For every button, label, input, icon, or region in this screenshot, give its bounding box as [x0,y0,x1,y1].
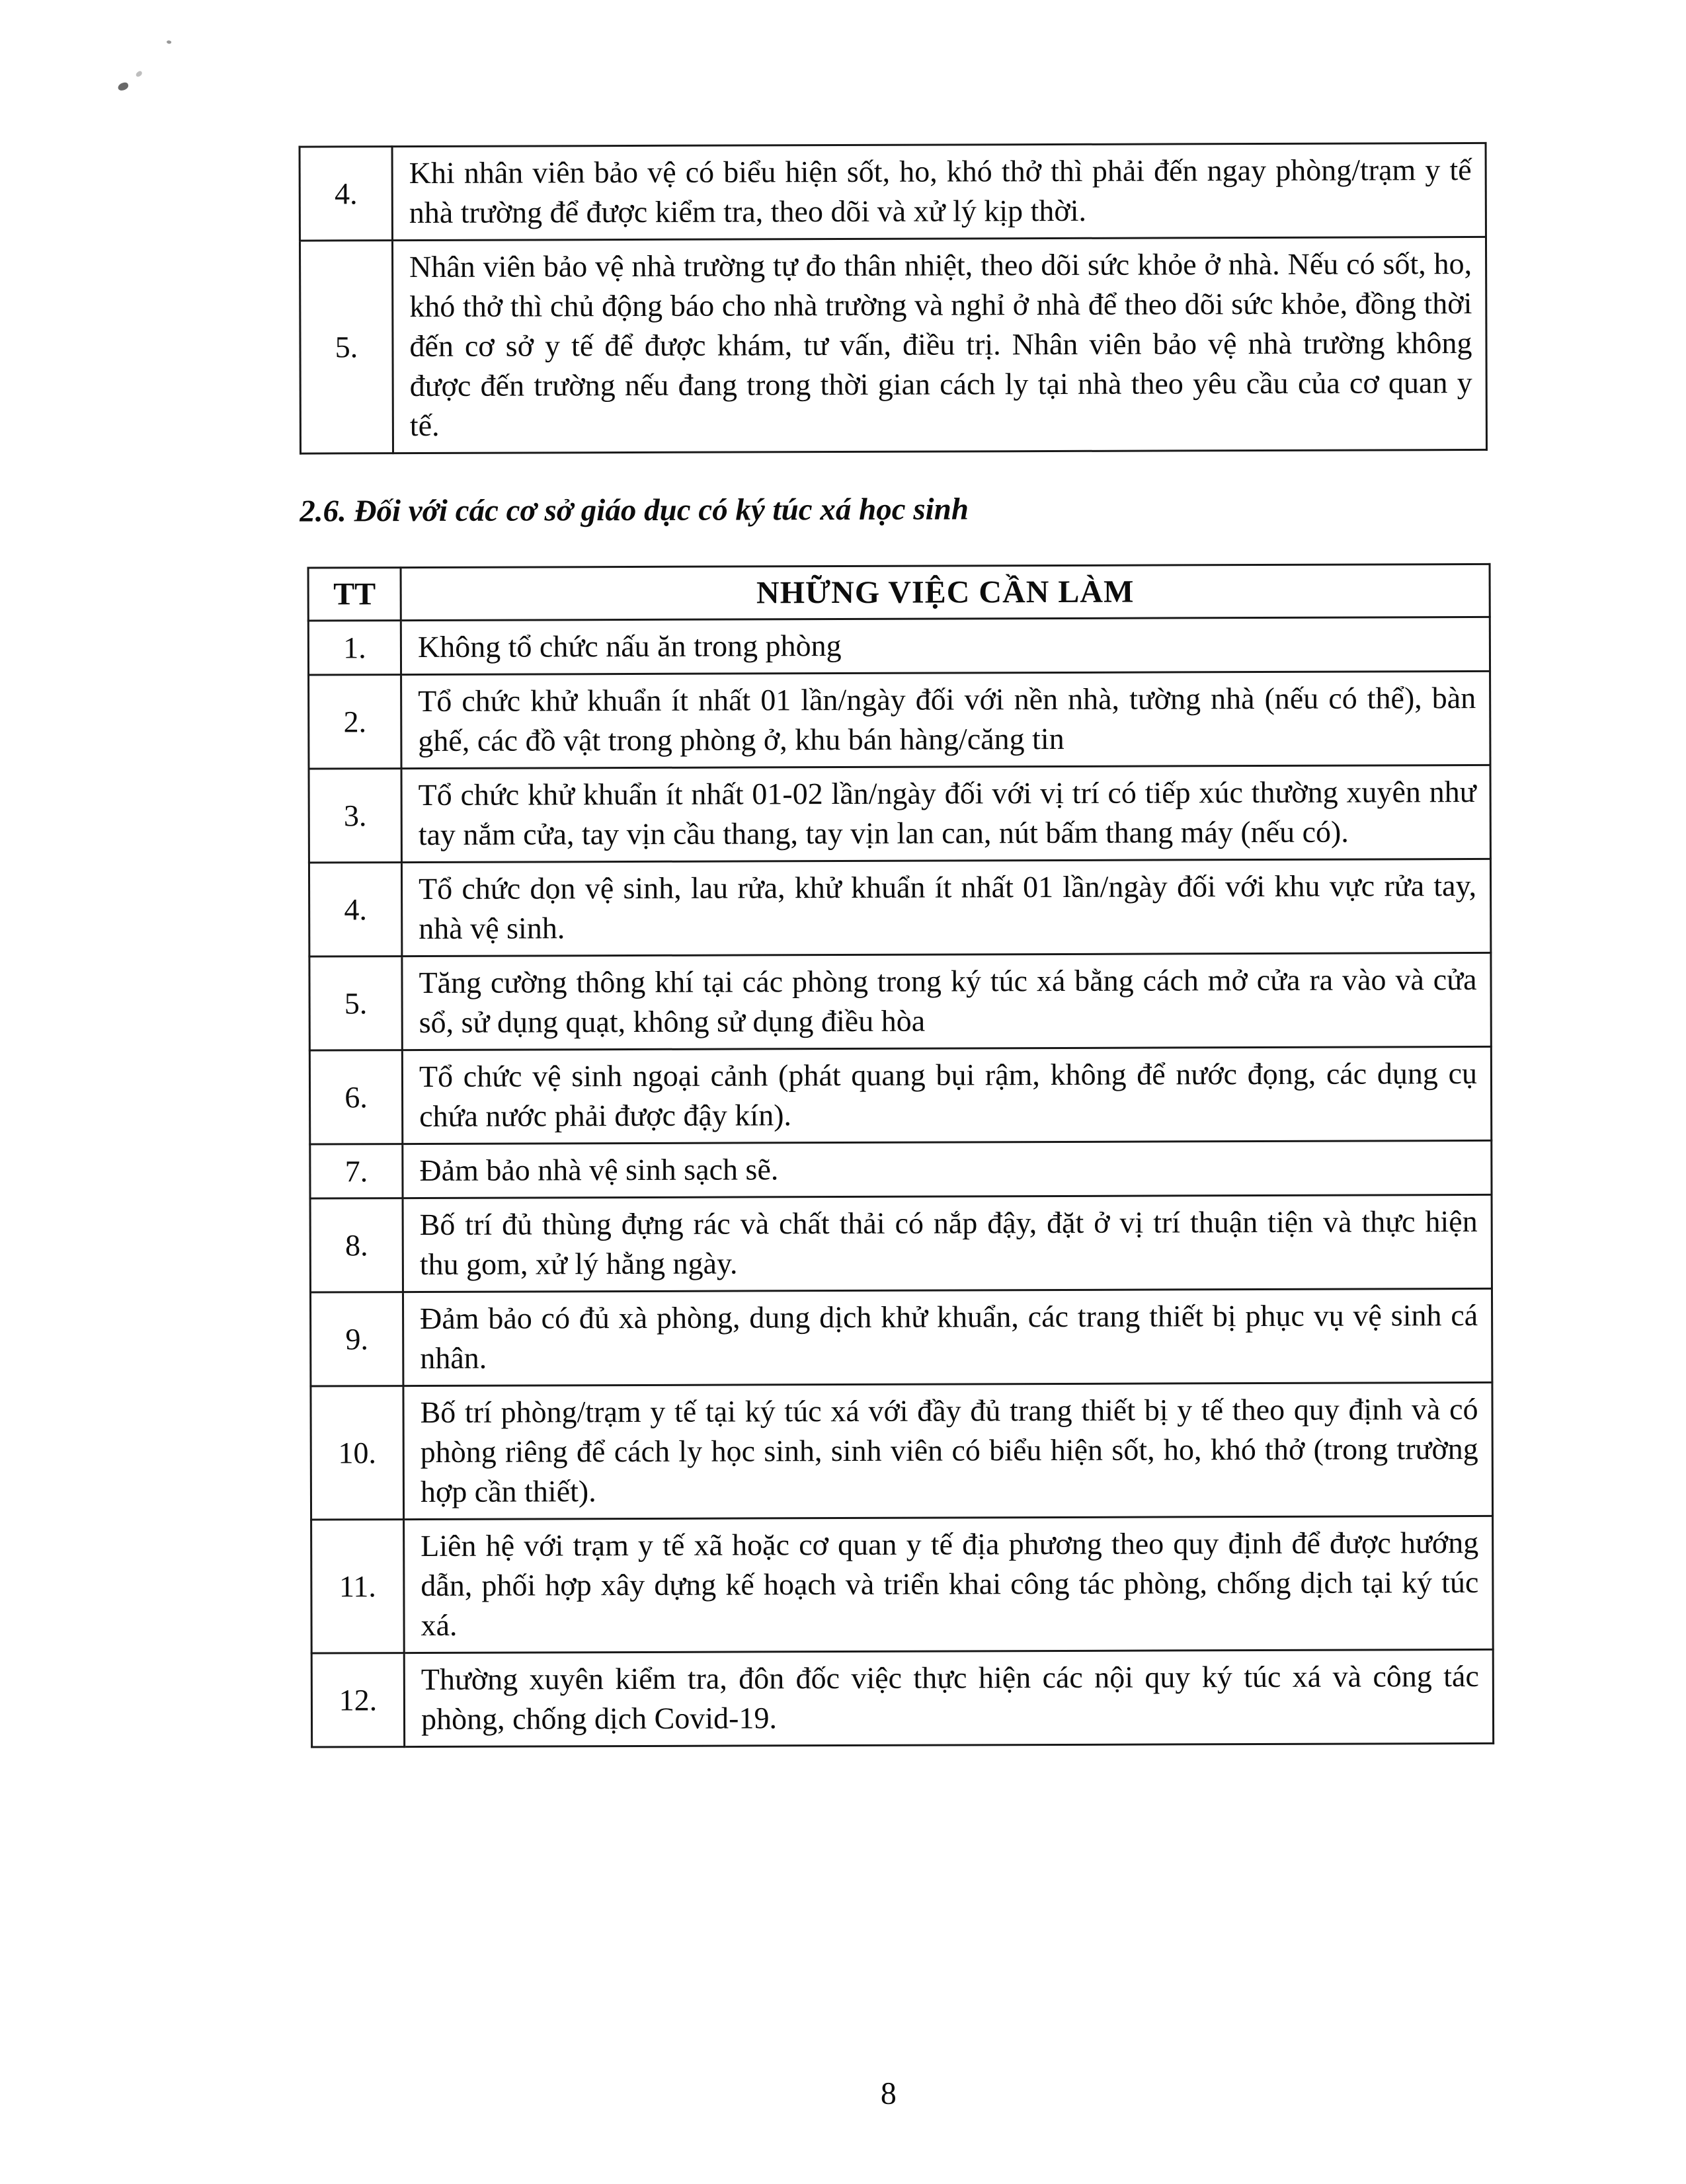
row-number: 4. [309,863,401,956]
header-row [308,564,1490,621]
table-row [309,765,1490,863]
security-guard-measures-table [299,142,1488,455]
table-row [300,143,1486,241]
table-row [309,953,1491,1050]
row-task-text: Tổ chức khử khuẩn ít nhất 01-02 lần/ngày đối với vị trí có tiếp xúc thường xuyên như tay nắm cửa, tay vịn cầu thang, tay vịn lan can, nút bấm thang máy (nếu có). [401,765,1490,862]
row-task-text: Tổ chức dọn vệ sinh, lau rửa, khử khuẩn ít nhất 01 lần/ngày đối với khu vực rửa tay, nhà vệ sinh. [401,859,1490,956]
table-row [310,1140,1492,1198]
scan-artifact [166,40,171,44]
table-row [311,1382,1493,1520]
table-row [310,1288,1492,1386]
row-task-text: Không tổ chức nấu ăn trong phòng [401,617,1490,674]
table-row [308,617,1490,675]
row-number: 6. [309,1050,402,1144]
table-row [309,859,1490,956]
table-row [300,237,1486,453]
scan-artifact [117,82,129,92]
row-task-text: Đảm bảo có đủ xà phòng, dung dịch khử khuẩn, các trang thiết bị phục vụ vệ sinh cá nhân. [403,1288,1492,1385]
row-number: 3. [309,769,401,863]
dormitory-table-header [308,564,1490,621]
row-number: 5. [309,956,402,1050]
header-tt: TT [308,568,401,621]
row-task-text: Nhân viên bảo vệ nhà trường tự đo thân nhiệt, theo dõi sức khỏe ở nhà. Nếu có sốt, ho, khó thở thì chủ động báo cho nhà trường và nghỉ ở nhà để theo dõi sức khỏe, đồng thời đến cơ sở y tế để được khám, tư vấn, điều trị. Nhân viên bảo vệ nhà trường không được đến trường nếu đang trong thời gian cách ly tại nhà theo yêu cầu của cơ quan y tế. [392,237,1486,453]
table-row [311,1649,1493,1747]
scan-artifact [135,70,143,77]
header-task: NHỮNG VIỆC CẦN LÀM [401,564,1490,620]
row-task-text: Liên hệ với trạm y tế xã hoặc cơ quan y tế địa phương theo quy định để được hướng dẫn, phối hợp xây dựng kế hoạch và triển khai công tác phòng, chống dịch tại ký túc xá. [404,1516,1494,1653]
row-number: 4. [300,147,392,241]
row-task-text: Tăng cường thông khí tại các phòng trong ký túc xá bằng cách mở cửa ra vào và cửa sổ, sử dụng quạt, không sử dụng điều hòa [402,953,1491,1050]
row-number: 7. [310,1144,403,1198]
row-number: 5. [300,241,393,453]
row-number: 2. [309,675,401,769]
section-heading: 2.6. Đối với các cơ sở giáo dục có ký túc xá học sinh [300,492,969,529]
row-task-text: Thường xuyên kiểm tra, đôn đốc việc thực hiện các nội quy ký túc xá và công tác phòng, chống dịch Covid-19. [404,1649,1493,1746]
row-task-text: Khi nhân viên bảo vệ có biểu hiện sốt, ho, khó thở thì phải đến ngay phòng/trạm y tế nhà trường để được kiểm tra, theo dõi và xử lý kịp thời. [392,143,1486,240]
table-row [309,671,1490,769]
dormitory-table-body [308,617,1493,1747]
table-row [310,1194,1492,1292]
dormitory-measures-table [307,563,1495,1748]
row-number: 12. [311,1653,404,1747]
row-task-text: Tổ chức vệ sinh ngoại cảnh (phát quang bụi rậm, không để nước đọng, các dụng cụ chứa nước phải được đậy kín). [402,1046,1491,1144]
row-task-text: Bố trí phòng/trạm y tế tại ký túc xá với đầy đủ trang thiết bị y tế theo quy định và có phòng riêng để cách ly học sinh, sinh viên có biểu hiện sốt, ho, khó thở (trong trường hợp cần thiết). [403,1382,1493,1519]
row-task-text: Tổ chức khử khuẩn ít nhất 01 lần/ngày đối với nền nhà, tường nhà (nếu có thể), bàn ghế, các đồ vật trong phòng ở, khu bán hàng/căng tin [401,671,1490,768]
table-row [311,1516,1494,1653]
page-number: 8 [880,2076,897,2111]
row-number: 11. [311,1520,405,1653]
row-number: 9. [310,1292,403,1386]
row-number: 8. [310,1198,403,1292]
row-number: 10. [311,1386,404,1520]
row-task-text: Đảm bảo nhà vệ sinh sạch sẽ. [403,1140,1492,1198]
row-number: 1. [308,621,401,675]
row-task-text: Bố trí đủ thùng đựng rác và chất thải có nắp đậy, đặt ở vị trí thuận tiện và thực hiện thu gom, xử lý hằng ngày. [403,1194,1492,1292]
table-row [309,1046,1491,1144]
security-guard-table-body [300,143,1486,453]
